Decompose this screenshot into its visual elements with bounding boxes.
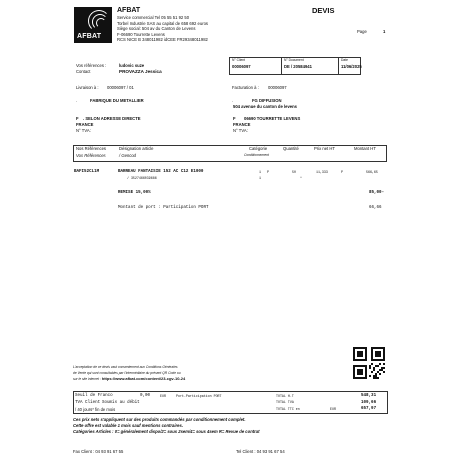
header-quantity: Quantité	[283, 146, 299, 151]
billing-name: FG DIFFUSION	[252, 98, 282, 103]
document-label: N° Document	[284, 57, 304, 62]
line-price-unit: P	[341, 170, 343, 174]
total-ht-label: TOTAL H.T	[276, 393, 294, 398]
contact-value: PROVAZZA Jessica	[119, 69, 162, 74]
fax-client: Fax Client : 04 93 91 67 55	[73, 449, 124, 454]
cgv-line-2: de Vente qui sont consultables par l'intermédiaire du présent QR Code ou	[73, 370, 181, 375]
billing-addr: 06690 TOURRETTE LEVENS	[244, 116, 301, 121]
line-ref: BAFI52CL1M	[74, 170, 100, 174]
tel-client: Tel Client : 04 93 91 67 54	[236, 449, 285, 454]
billing-country: FRANCE	[233, 122, 251, 127]
line-star: *	[300, 176, 302, 180]
company-line-2: Torbel Industrie SAS au capital de 658 692 euros	[117, 20, 209, 26]
billing-dash: .	[232, 98, 234, 103]
header-refs-sub: Vos Références	[76, 153, 106, 158]
header-gencod: / Gencod	[119, 153, 136, 158]
billing-label: Facturation à :	[232, 85, 259, 90]
delivery-country: FRANCE	[76, 122, 94, 127]
company-line-1: Service commercial Tel 05 55 51 92 50	[117, 15, 190, 20]
tva-client-value: Soumis au débit	[102, 401, 140, 405]
totals-port-label: Port-Participation PORT	[176, 393, 222, 398]
franco-label: Seuil de Franco	[75, 394, 113, 398]
delivery-label: Livraison à :	[76, 85, 99, 90]
note-line-3: Catégories Articles : 0= généralement dispo/2= sous 2sem/4= sous 4sem R= Revue de contrat	[73, 429, 260, 434]
afbat-logo	[74, 7, 112, 43]
note-line-2: Cette offre est valable 1 mois sauf mentions contraires.	[73, 423, 183, 428]
billing-street: 504 avenue du canton de levens	[233, 104, 298, 109]
document-type: DEVIS	[312, 6, 335, 15]
client-value: 00006097	[232, 64, 251, 69]
franco-currency: EUR	[160, 393, 166, 398]
discount-label: REMISE 15,00%	[118, 191, 151, 195]
header-refs: Nos Références	[76, 146, 107, 151]
delivery-tva: N° TVA:	[76, 128, 91, 133]
delivery-name: FABRIQUE DU METALLIER	[90, 98, 144, 103]
line-gencod: / 3527466039686	[127, 176, 157, 180]
billing-tva: N° TVA:	[233, 128, 248, 133]
header-amount: Montant HT	[354, 146, 376, 151]
date-label: Date	[341, 57, 348, 62]
company-line-4: F-06690 Tourrette Levens	[117, 31, 165, 37]
total-ht-value: 548,31	[361, 394, 377, 398]
header-category: Catégorie	[249, 146, 268, 151]
delivery-addr-prefix: F	[76, 116, 79, 121]
refs-value: ludovic suze	[119, 63, 145, 68]
line-conditioning: 1	[259, 176, 261, 180]
delivery-dash: .	[76, 98, 78, 103]
note-line-1: Ces prix nets s'appliquent sur des produits commandés par conditionnement complet.	[73, 417, 246, 422]
header-designation: Désignation article	[119, 146, 154, 151]
contact-label: Contact	[76, 69, 91, 74]
page-label: Page	[357, 29, 367, 34]
total-tva-value: 109,66	[361, 400, 377, 405]
logo-text: AFBAT	[77, 33, 102, 40]
line-category: 1	[259, 170, 261, 174]
payment-terms: / 40 jours* fin de mois	[75, 407, 116, 412]
total-ttc-currency: EUR	[330, 406, 336, 411]
billing-value: 00006097	[268, 85, 287, 90]
cgv-line-3: sur le site internet : https://www.afbat.com/content/23-cgv-10-24	[73, 376, 186, 381]
cgv-url-link[interactable]: https://www.afbat.com/content/23-cgv-10-24	[101, 376, 186, 381]
discount-value: 85,00-	[369, 191, 385, 195]
line-designation: BARREAU FANTAISIE 152 AC C12 E1000	[118, 170, 204, 174]
port-value: 66,66	[369, 206, 382, 210]
line-quantity: 50	[292, 170, 296, 174]
company-line-3: Siège social: 504 av du Canton de Levens	[117, 26, 196, 31]
total-tva-label: TOTAL TVA	[276, 400, 294, 404]
refs-label: Vos références :	[76, 63, 107, 68]
billing-addr-prefix: F	[233, 116, 236, 121]
delivery-addr: . SELON ADRESSE DIRECTE	[83, 116, 141, 121]
line-unit: P	[267, 170, 269, 174]
cgv-line-1: L'acceptation de ce devis vaut consentement aux Conditions Générales	[73, 365, 178, 369]
line-amount: 566,65	[366, 170, 378, 174]
total-ttc-value: 657,97	[361, 407, 377, 411]
date-value: 11/06/2025	[341, 64, 362, 69]
document-value: DE / 20584941	[284, 64, 312, 69]
total-ttc-label: TOTAL TTC en	[276, 406, 300, 411]
port-label: Montant de port : Participation PORT	[118, 206, 209, 210]
delivery-value: 00006097 / 01	[107, 85, 134, 90]
qr-code	[353, 347, 385, 379]
company-line-5: RCS NICE B 348011982 idCEE FR29348011982	[117, 37, 208, 42]
header-price: Prix net HT	[314, 146, 335, 151]
line-price: 11,333	[316, 170, 328, 174]
tva-client-label: TVA Client	[75, 401, 101, 405]
page-number: 1	[383, 29, 386, 34]
header-conditioning: Conditionnement	[244, 153, 269, 157]
franco-value: 0,00	[140, 394, 151, 398]
company-name: AFBAT	[117, 7, 141, 14]
client-label: N° Client	[232, 57, 246, 62]
